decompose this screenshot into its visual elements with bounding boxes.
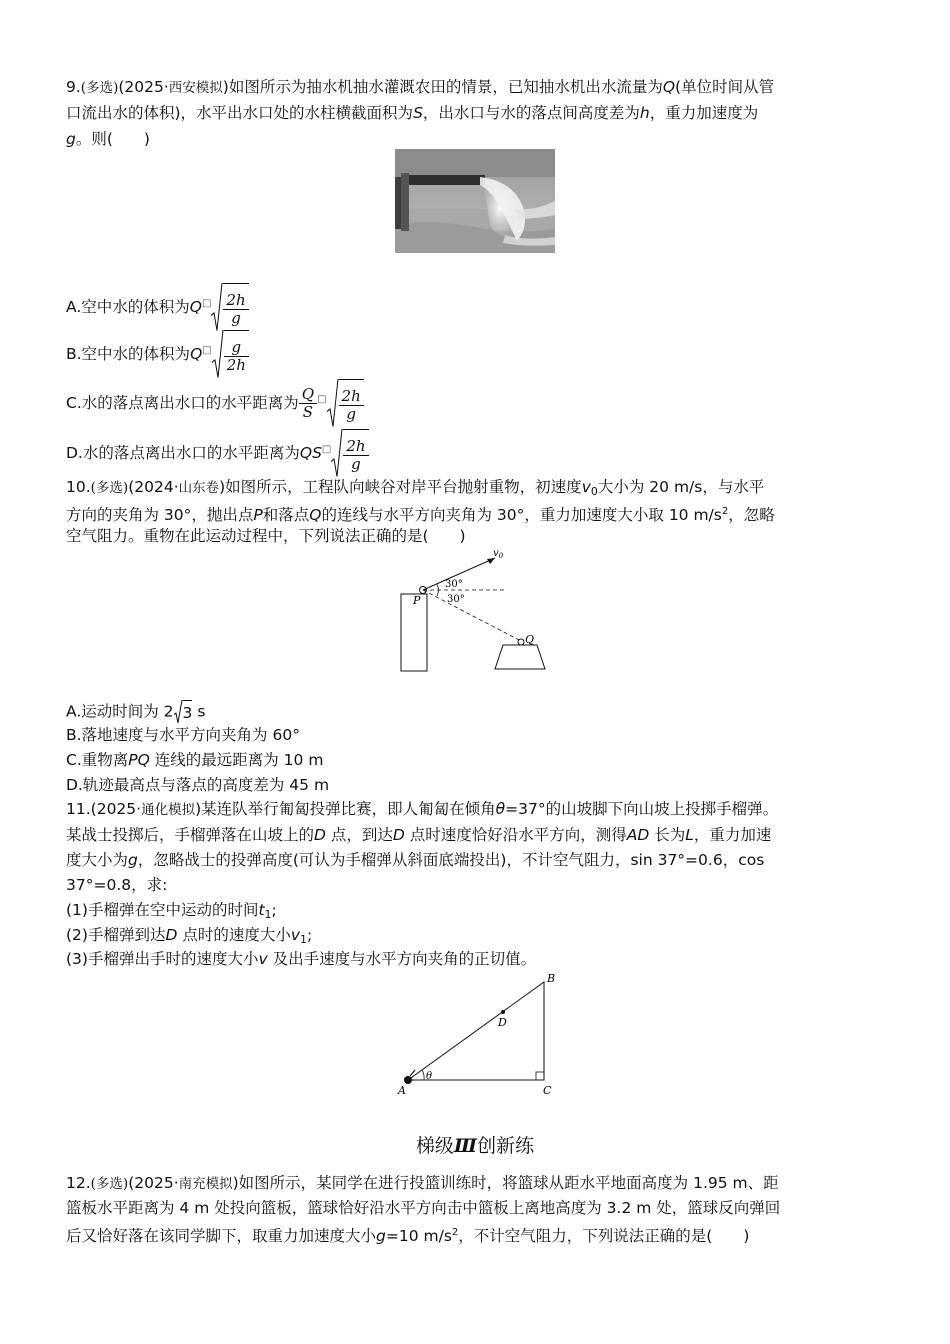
q9-option-d: D.水的落点离出水口的水平距离为QS□ $\frac{2h}{g}$ <box>66 426 896 474</box>
projectile-canyon-diagram <box>395 546 560 676</box>
q11-line-2: 某战士投掷后，手榴弹落在山坡上的D 点，到达D 点时速度恰好沿水平方向，测得AD 长为L，重力加速 <box>66 826 772 844</box>
slope-triangle <box>408 982 544 1080</box>
q10-option-b: B.落地速度与水平方向夹角为 60° <box>66 726 300 744</box>
label-B: B <box>547 972 556 985</box>
label-P: P <box>413 594 421 607</box>
q10-option-a: A.运动时间为 2 3 s <box>66 700 896 724</box>
point-D <box>501 1010 505 1014</box>
q9-line-1: 9.(多选)(2025·西安模拟)如图所示为抽水机抽水灌溉农田的情景，已知抽水机出水流量为Q(单位时间从管 <box>66 78 775 96</box>
q11-line-1: 11.(2025·通化模拟)某连队举行匍匐投弹比赛，即人匍匐在倾角θ=37°的山坡脚下向山坡上投掷手榴弹。 <box>66 800 779 818</box>
label-angle1: 30° <box>445 579 463 590</box>
label-angle2: 30° <box>447 594 465 605</box>
label-D: D <box>498 1016 507 1029</box>
label-v0: $v_0$ <box>493 548 504 560</box>
label-C: C <box>543 1084 552 1097</box>
label-theta: θ <box>426 1071 433 1082</box>
pump-irrigation-photo <box>395 149 555 253</box>
q10-line-1: 10.(多选)(2024·山东卷)如图所示，工程队向峡谷对岸平台抛射重物，初速度$v_0$大小为 20 m/s，与水平 <box>66 478 765 498</box>
right-platform <box>495 645 545 669</box>
grenade <box>404 1076 412 1084</box>
q9-option-c: C.水的落点离出水口的水平距离为 $\frac{Q}{S}$ □ $\frac{2h}{g}$ <box>66 376 896 424</box>
q12-line-2: 篮板水平距离为 4 m 处投向篮板，篮球恰好沿水平方向击中篮板上离地高度为 3.2 m 处，篮球反向弹回 <box>66 1199 781 1217</box>
q11-line-4: 37°=0.8，求: <box>66 876 168 894</box>
q9-option-b: B.空中水的体积为Q□ $\frac{g}{2h}$ <box>66 327 896 375</box>
q11-sub-1: (1)手榴弹在空中运动的时间$t_1$; <box>66 901 277 921</box>
q9-option-a: A.空中水的体积为Q□ $\frac{2h}{g}$ <box>66 280 896 328</box>
q9-line-3: g。则( ) <box>66 130 150 148</box>
q10-option-d: D.轨迹最高点与落点的高度差为 45 m <box>66 776 330 794</box>
label-Q: Q <box>525 633 535 646</box>
landing-point <box>518 639 524 645</box>
q10-line-2: 方向的夹角为 30°，抛出点P和落点Q的连线与水平方向夹角为 30°，重力加速度大小取 10 $m/s^2$，忽略 <box>66 506 775 524</box>
sqrt-symbol: $\frac{2h}{g}$ <box>211 283 248 333</box>
q11-sub-3: (3)手榴弹出手时的速度大小v 及出手速度与水平方向夹角的正切值。 <box>66 950 537 968</box>
q9-line-2: 口流出水的体积)，水平出水口处的水柱横截面积为S，出水口与水的落点间高度差为h，重力加速度为 <box>66 104 759 122</box>
q12-line-1: 12.(多选)(2025·南充模拟)如图所示，某同学在进行投篮训练时，将篮球从距水平地面高度为 1.95 m、距 <box>66 1174 779 1192</box>
q12-line-3: 后又恰好落在该同学脚下，取重力加速度大小g=10 $m/s^2$，不计空气阻力，下列说法正确的是( ) <box>66 1227 750 1245</box>
q11-line-3: 度大小为g，忽略战士的投弹高度(可认为手榴弹从斜面底端投出)，不计空气阻力，sin 37°=0.6，cos <box>66 851 765 869</box>
q11-sub-2: (2)手榴弹到达D 点时的速度大小$v_1$; <box>66 926 313 946</box>
slope-triangle-diagram <box>390 970 560 1100</box>
q10-line-3: 空气阻力。重物在此运动过程中，下列说法正确的是( ) <box>66 527 466 545</box>
label-A: A <box>398 1084 406 1097</box>
q10-option-c: C.重物离PQ 连线的最远距离为 10 m <box>66 751 324 769</box>
section-heading: 梯级Ⅲ创新练 <box>415 1135 535 1157</box>
